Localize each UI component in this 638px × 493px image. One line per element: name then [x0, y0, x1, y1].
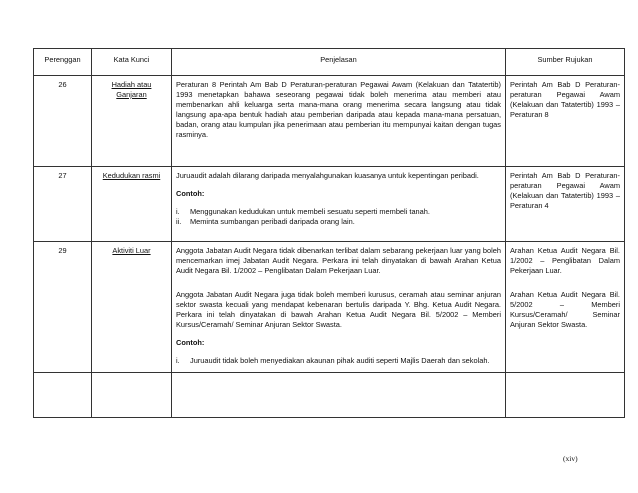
paragraph-number: 26	[34, 76, 92, 167]
keyword-cell	[92, 76, 172, 167]
reference-source: Perintah Am Bab D Peraturan-peraturan Pegawai Awam (Kelakuan dan Tatatertib) 1993 – Peraturan 8	[506, 76, 625, 167]
reference-table	[33, 48, 625, 418]
list-number: i.	[176, 207, 180, 216]
explanation-cell	[172, 167, 506, 242]
table-row	[34, 76, 625, 167]
list-number: i.	[176, 356, 180, 365]
table-row	[34, 167, 625, 242]
example-label: Contoh:	[176, 338, 205, 347]
reference-source: Arahan Ketua Audit Negara Bil. 1/2002 – Penglibatan Dalam Pekerjaan Luar.	[510, 246, 620, 275]
explanation-cell	[172, 242, 506, 373]
reference-source: Arahan Ketua Audit Negara Bil. 5/2002 – Memberi Kursus/Ceramah/ Seminar Anjuran Sektor Swasta.	[510, 290, 620, 329]
header-sumber-rujukan: Sumber Rujukan	[506, 49, 625, 76]
empty-cell	[34, 373, 92, 418]
table-row	[34, 242, 625, 373]
reference-source: Perintah Am Bab D Peraturan-peraturan Pegawai Awam (Kelakuan dan Tatatertib) 1993 – Peraturan 4	[506, 167, 625, 242]
list-text: Juruaudit tidak boleh menyediakan akaunan pihak auditi seperti Majlis Daerah dan sekolah.	[190, 356, 490, 365]
keyword-cell	[92, 167, 172, 242]
explanation-text: Anggota Jabatan Audit Negara tidak dibenarkan terlibat dalam sebarang pekerjaan luar yang boleh mencemarkan imej Jabatan Audit Negara. Perkara ini telah dinyatakan di bawah Arahan Ketua Audit Negara Bil. 1/2002 – Penglibatan Dalam Pekerjaan Luar.	[176, 246, 501, 275]
paragraph-number: 29	[34, 242, 92, 373]
header-perenggan: Perenggan	[34, 49, 92, 76]
keyword-cell	[92, 242, 172, 373]
example-label: Contoh:	[176, 189, 205, 198]
empty-cell	[506, 373, 625, 418]
empty-cell	[92, 373, 172, 418]
header-kata-kunci: Kata Kunci	[92, 49, 172, 76]
list-text: Menggunakan kedudukan untuk membeli sesuatu seperti membeli tanah.	[190, 207, 430, 216]
explanation-text: Anggota Jabatan Audit Negara juga tidak boleh memberi kurusus, ceramah atau seminar anjuran sektor swasta kecuali yang mendapat kebenaran bertulis daripada Y. Bhg. Ketua Audit Negara. Perkara ini telah dinyatakan di bawah Arahan Ketua Audit Negara Bil. 5/2002 – Memberi Kursus/Ceramah/ Seminar Anjuran Sektor Swasta.	[176, 290, 501, 329]
reference-cell	[506, 242, 625, 373]
list-item	[176, 207, 501, 217]
explanation-text: Peraturan 8 Perintah Am Bab D Peraturan-peraturan Pegawai Awam (Kelakuan dan Tatatertib) 1993 menetapkan bahawa seseorang pegawai tidak boleh menerima atau memberi atau membenarkan ahli keluarga serta mana-mana orang menerima secara langsung atau tidak langsung apa-apa bentuk hadiah atau pemberian daripada atau kepada mana-mana persatuan, badan, orang atau kumpulan jika penerimaan atau pemberian itu mempunyai kaitan dengan tugas rasminya.	[172, 76, 506, 167]
list-text: Meminta sumbangan peribadi daripada orang lain.	[190, 217, 355, 226]
list-item	[176, 217, 501, 227]
header-penjelasan: Penjelasan	[172, 49, 506, 76]
page-number: (xiv)	[563, 454, 578, 463]
paragraph-number: 27	[34, 167, 92, 242]
keyword-link[interactable]: Aktiviti Luar	[112, 246, 151, 255]
keyword-link[interactable]: Hadiah atau Ganjaran	[111, 80, 152, 99]
header-row	[34, 49, 625, 76]
list-number: ii.	[176, 217, 182, 226]
explanation-text: Juruaudit adalah dilarang daripada menyalahgunakan kuasanya untuk kepentingan peribadi.	[176, 171, 479, 180]
empty-row	[34, 373, 625, 418]
empty-cell	[172, 373, 506, 418]
list-item	[176, 356, 501, 366]
keyword-link[interactable]: Kedudukan rasmi	[102, 171, 161, 180]
